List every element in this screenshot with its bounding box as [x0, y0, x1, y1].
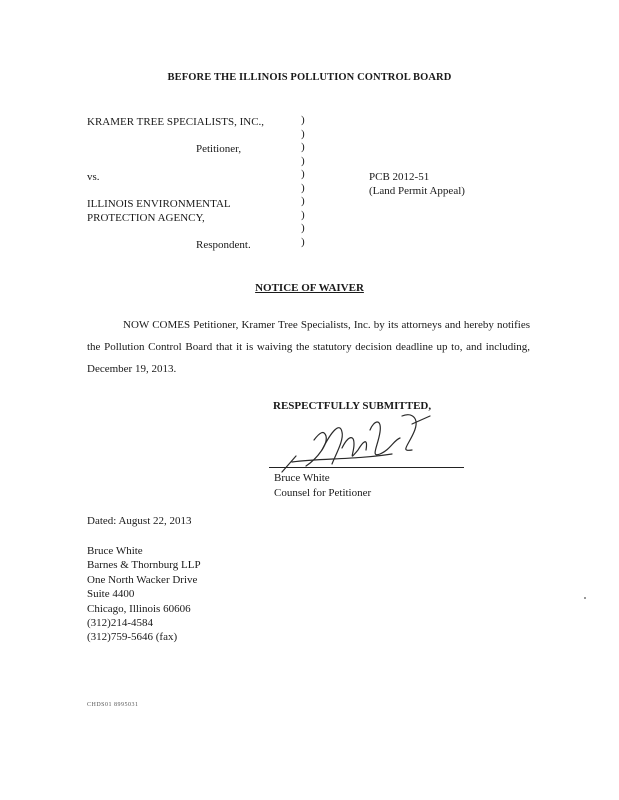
date-line: Dated: August 22, 2013: [87, 515, 192, 527]
closing-salutation: RESPECTFULLY SUBMITTED,: [273, 400, 432, 412]
case-number: PCB 2012-51: [369, 171, 430, 183]
paren: ): [301, 181, 305, 194]
paren: ): [301, 154, 305, 167]
paren: ): [301, 235, 305, 248]
paren: ): [301, 222, 305, 234]
scan-speck: [584, 597, 586, 599]
petitioner-role: Petitioner,: [196, 143, 242, 155]
petitioner-name: KRAMER TREE SPECIALISTS, INC.,: [87, 116, 265, 128]
document-title: BEFORE THE ILLINOIS POLLUTION CONTROL BOARD: [167, 72, 452, 83]
case-type: (Land Permit Appeal): [369, 185, 465, 197]
versus-label: vs.: [87, 171, 100, 183]
paren: ): [301, 168, 305, 180]
paren: ): [301, 208, 305, 221]
address-line: One North Wacker Drive: [87, 573, 198, 586]
address-line: (312)759-5646 (fax): [87, 631, 178, 644]
address-line: Bruce White: [87, 545, 143, 557]
address-line: (312)214-4584: [87, 617, 153, 630]
respondent-role: Respondent.: [196, 239, 251, 251]
address-line: Suite 4400: [87, 588, 135, 601]
document-footer-code: CHDS01 8995031: [87, 702, 139, 708]
respondent-name-line2: PROTECTION AGENCY,: [87, 212, 205, 224]
respondent-name-line1: ILLINOIS ENVIRONMENTAL: [87, 198, 231, 210]
signer-block: [274, 471, 371, 501]
body-paragraph: NOW COMES Petitioner, Kramer Tree Specialists, Inc. by its attorneys and hereby notifies the Pollution Control Board that it is waiving the statutory decision deadline up to, and including, December 19, 2013.: [87, 319, 530, 375]
signature-line: [269, 467, 464, 468]
paren: ): [301, 114, 305, 126]
signer-title: Counsel for Petitioner: [274, 487, 372, 499]
signer-name: Bruce White: [274, 472, 330, 484]
notice-heading: NOTICE OF WAIVER: [255, 282, 364, 294]
paren: ): [301, 195, 305, 207]
paren: ): [301, 141, 305, 153]
caption-parentheses: [301, 114, 305, 249]
address-line: Chicago, Illinois 60606: [87, 602, 191, 615]
address-line: Barnes & Thornburg LLP: [87, 559, 201, 572]
paren: ): [301, 127, 305, 140]
address-block: [87, 544, 201, 645]
